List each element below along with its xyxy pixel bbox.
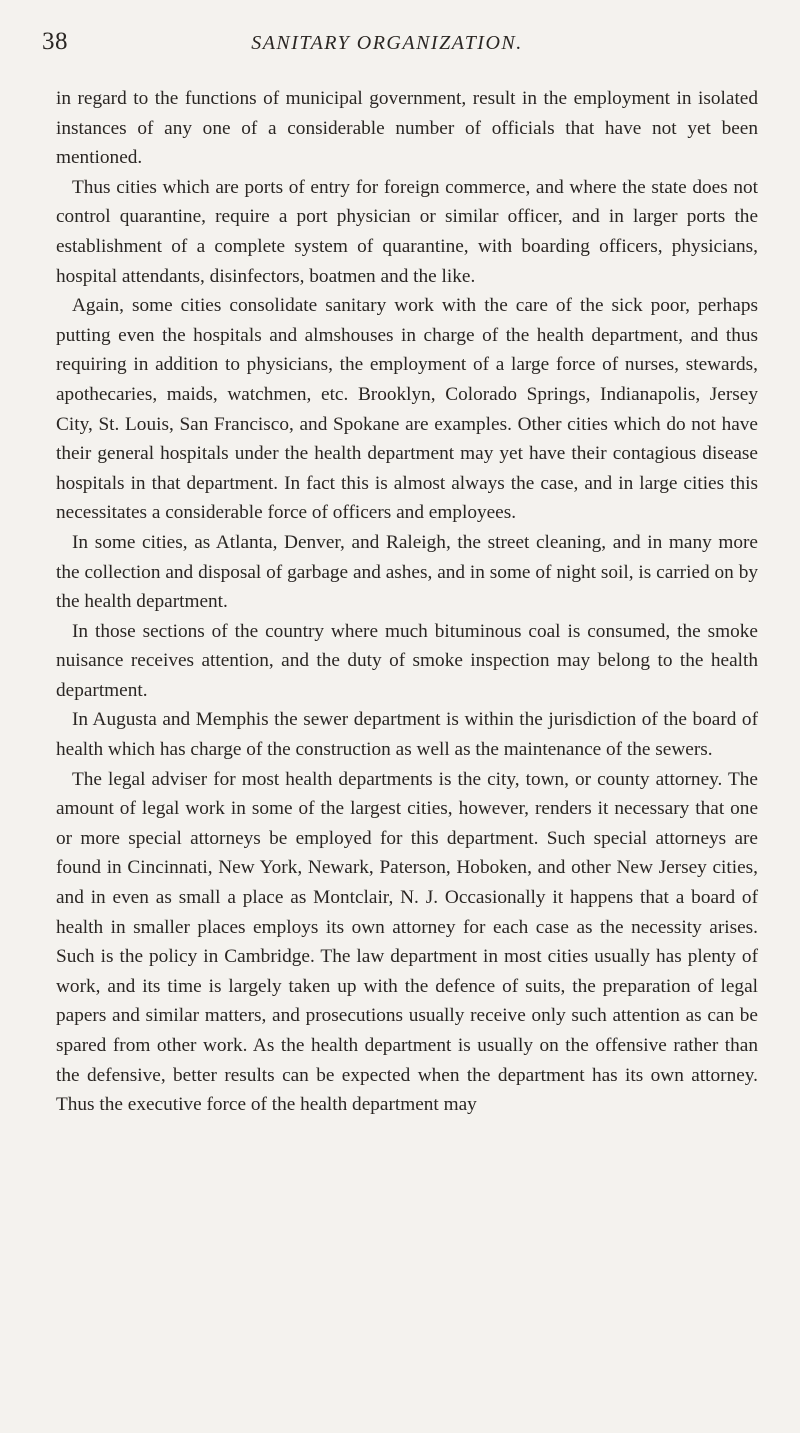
paragraph-street-cleaning: In some cities, as Atlanta, Denver, and Raleigh, the street cleaning, and in many more the collection and disposal of garbage and ashes, and in some of night soil, is carried on by the health department. xyxy=(56,531,758,613)
paragraph-sick-poor: Again, some cities consolidate sanitary work with the care of the sick poor, perhaps putting even the hospitals and almshouses in charge of the health department, and thus requiring in addition to physicians, the employment of a large force of nurses, stewards, apothecaries, maids, watchmen, etc. Brooklyn, Colorado Springs, Indianapolis, Jersey City, St. Louis, San Francisco, and Spokane are examples. Other cities which do not have their general hospitals under the health department may yet have their contagious disease hospitals in that department. In fact this is almost always the case, and in large cities this necessitates a considerable force of officers and employees. xyxy=(56,295,758,524)
paragraph-legal-adviser: The legal adviser for most health departments is the city, town, or county attorney. The amount of legal work in some of the largest cities, however, renders it necessary that one or more special attorneys be employed for this department. Such special attorneys are found in Cincinnati, New York, Newark, Paterson, Hoboken, and other New Jersey cities, and in even as small a place as Montclair, N. J. Occasionally it happens that a board of health in smaller places employs its own attorney for each case as the necessity arises. Such is the policy in Cambridge. The law department in most cities usually has plenty of work, and its time is largely taken up with the defence of suits, the preparation of legal papers and similar matters, and prosecutions usually receive only such attention as can be spared from other work. As the health department is usually on the offensive rather than the defensive, better results can be expected when the department has its own attorney. Thus the executive force of the health department may xyxy=(56,768,758,1116)
page-number: 38 xyxy=(42,28,68,55)
paragraph-sewer-department: In Augusta and Memphis the sewer department is within the jurisdiction of the board of health which has charge of the construction as well as the maintenance of the sewers. xyxy=(56,709,758,761)
running-title: SANITARY ORGANIZATION. xyxy=(251,32,523,54)
running-head xyxy=(42,14,758,55)
body-text xyxy=(56,84,758,1120)
paragraph-smoke-inspection: In those sections of the country where much bituminous coal is consumed, the smoke nuisance receives attention, and the duty of smoke inspection may belong to the health department. xyxy=(56,620,758,701)
paragraph-ports-of-entry: Thus cities which are ports of entry for foreign commerce, and where the state does not control quarantine, require a port physician or similar officer, and in larger ports the establishment of a complete system of quarantine, with boarding officers, physicians, hospital attendants, disinfectors, boatmen and the like. xyxy=(56,176,758,287)
paragraph-continued: in regard to the functions of municipal government, result in the employment in isolated instances of any one of a considerable number of officials that have not yet been mentioned. xyxy=(56,88,758,169)
